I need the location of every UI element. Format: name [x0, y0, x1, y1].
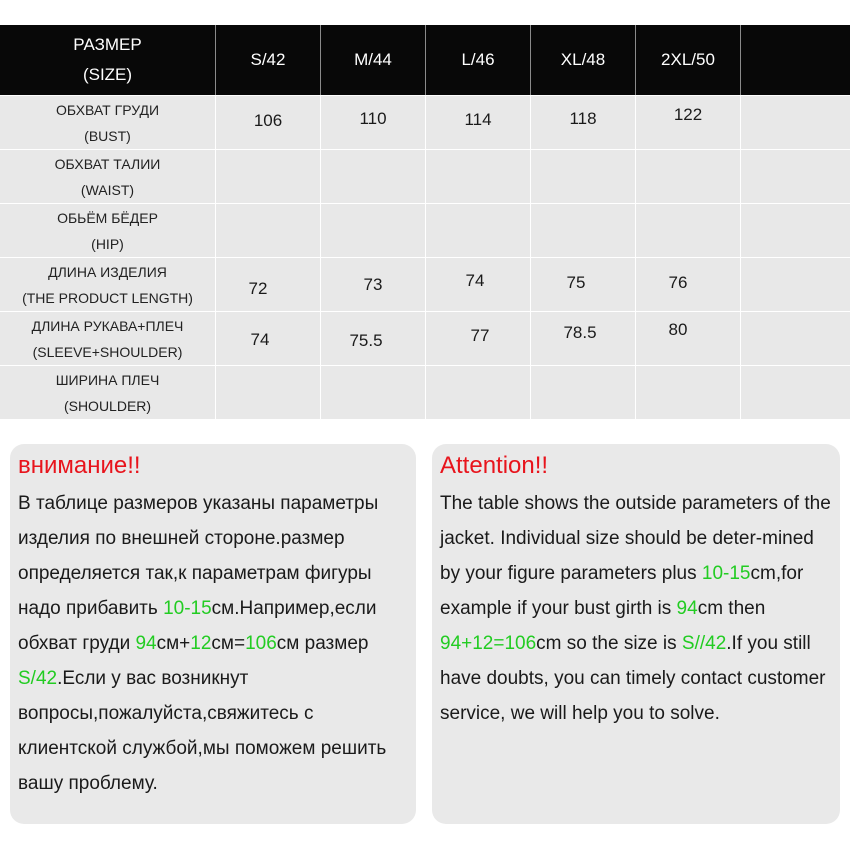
notice-text-part: см=	[211, 633, 246, 654]
header-size: XL/48	[560, 50, 606, 69]
value-cell	[216, 150, 321, 203]
header-label-en: (SIZE)	[82, 65, 133, 84]
value-cell	[216, 96, 321, 149]
notice-highlight: 10-15	[163, 598, 212, 619]
row-label-en: (WAIST)	[80, 181, 135, 198]
notice-text-part: см размер	[276, 633, 369, 654]
row-label-en: (THE PRODUCT LENGTH)	[22, 289, 193, 306]
value: 118	[569, 108, 597, 128]
value-cell	[321, 312, 426, 365]
notice-highlight: 94+12=106	[440, 633, 537, 654]
value: 78.5	[563, 322, 597, 342]
row-label-cell	[0, 150, 216, 203]
value-cell	[531, 204, 636, 257]
value-cell	[321, 258, 426, 311]
notice-title-ru: внимание!!	[18, 452, 141, 479]
row-label-ru: ДЛИНА РУКАВА+ПЛЕЧ	[31, 317, 184, 334]
value-cell	[531, 312, 636, 365]
notice-highlight: 10-15	[701, 563, 751, 584]
value: 72	[248, 278, 268, 298]
value-cell	[531, 258, 636, 311]
header-size-cell	[531, 25, 636, 95]
size-chart-header-row	[0, 25, 850, 95]
notice-highlight: 106	[245, 633, 277, 654]
table-row-length	[0, 257, 850, 311]
row-label-en: (HIP)	[91, 235, 124, 252]
notice-highlight: 94	[676, 598, 698, 619]
row-label-en: (SLEEVE+SHOULDER)	[32, 343, 183, 360]
row-label-cell	[0, 258, 216, 311]
table-row-sleeve	[0, 311, 850, 365]
value-cell	[531, 366, 636, 419]
notice-text-part: В таблице размеров указаны параметры изделия по внешней стороне.размер определяется так,к параметрам фигуры надо прибавить	[18, 493, 379, 619]
header-size-cell	[321, 25, 426, 95]
table-row-hip	[0, 203, 850, 257]
value-cell	[426, 312, 531, 365]
empty-cell	[741, 96, 850, 149]
row-label-ru: ДЛИНА ИЗДЕЛИЯ	[48, 263, 167, 280]
header-label-ru: РАЗМЕР	[73, 35, 142, 54]
row-label-cell	[0, 96, 216, 149]
value-cell	[426, 150, 531, 203]
notice-text-en	[440, 486, 832, 731]
notice-text-part: cm then	[697, 598, 766, 619]
value: 75	[566, 272, 586, 292]
header-empty-cell	[741, 25, 850, 95]
empty-cell	[741, 366, 850, 419]
value: 74	[465, 270, 485, 290]
empty-cell	[741, 204, 850, 257]
row-label-en: (BUST)	[84, 127, 131, 144]
value: 80	[668, 319, 688, 339]
value-cell	[531, 96, 636, 149]
empty-cell	[741, 258, 850, 311]
value-cell	[531, 150, 636, 203]
header-size: S/42	[250, 50, 286, 69]
value-cell	[426, 366, 531, 419]
header-label-cell	[0, 25, 216, 95]
value-cell	[216, 366, 321, 419]
notice-highlight: S/42	[18, 668, 58, 689]
value: 73	[363, 274, 383, 294]
value-cell	[321, 150, 426, 203]
value-cell	[426, 96, 531, 149]
row-label-ru: ОБХВАТ ГРУДИ	[55, 101, 160, 118]
notice-text-part: .Если у вас возникнут вопросы,пожалуйста,свяжитесь с клиентской службой,мы поможем решить вашу проблему.	[18, 668, 387, 794]
value: 106	[253, 110, 283, 130]
value: 74	[250, 329, 270, 349]
value-cell	[426, 204, 531, 257]
size-chart-table	[0, 25, 850, 419]
value: 114	[464, 109, 492, 129]
value: 76	[668, 272, 688, 292]
empty-cell	[741, 312, 850, 365]
header-size-cell	[426, 25, 531, 95]
value-cell	[321, 366, 426, 419]
table-row-waist	[0, 149, 850, 203]
value-cell	[636, 204, 741, 257]
header-size: M/44	[354, 50, 392, 69]
value-cell	[321, 96, 426, 149]
value: 122	[673, 104, 703, 124]
value-cell	[216, 312, 321, 365]
notice-text-part: см+	[156, 633, 191, 654]
value-cell	[426, 258, 531, 311]
notice-text-part: cm so the size is	[536, 633, 682, 654]
notice-highlight: 94	[135, 633, 157, 654]
row-label-ru: ОБХВАТ ТАЛИИ	[54, 155, 161, 172]
notice-title-en: Attention!!	[440, 452, 549, 479]
notice-highlight: S//42	[681, 633, 727, 654]
notice-box-en	[432, 444, 840, 824]
notice-box-ru	[10, 444, 416, 824]
table-row-bust	[0, 95, 850, 149]
notice-text-part: The table shows the outside parameters of the jacket. Individual size should be deter-mined by your figure parameters plus	[440, 493, 831, 584]
notice-text-part: cm,for example if your bust girth is	[440, 563, 804, 619]
row-label-en: (SHOULDER)	[63, 397, 152, 414]
notice-text-ru	[18, 486, 408, 801]
header-size-cell	[636, 25, 741, 95]
value: 75.5	[349, 330, 383, 350]
header-size: 2XL/50	[661, 50, 715, 69]
row-label-ru: ОБЬЁМ БЁДЕР	[57, 209, 158, 226]
value-cell	[321, 204, 426, 257]
value-cell	[636, 96, 741, 149]
value-cell	[636, 150, 741, 203]
value: 77	[470, 325, 490, 345]
header-size-cell	[216, 25, 321, 95]
notice-text-part: см.Например,если обхват груди	[18, 598, 377, 654]
header-size: L/46	[461, 50, 495, 69]
empty-cell	[741, 150, 850, 203]
value-cell	[216, 204, 321, 257]
value-cell	[636, 366, 741, 419]
row-label-cell	[0, 312, 216, 365]
table-row-shoulder	[0, 365, 850, 419]
row-label-cell	[0, 204, 216, 257]
notice-highlight: 12	[190, 633, 212, 654]
value-cell	[216, 258, 321, 311]
notice-text-part: .If you still have doubts, you can timely contact customer service, we will help you to solve.	[440, 633, 826, 724]
value: 110	[359, 108, 387, 128]
value-cell	[636, 258, 741, 311]
row-label-cell	[0, 366, 216, 419]
value-cell	[636, 312, 741, 365]
row-label-ru: ШИРИНА ПЛЕЧ	[55, 371, 160, 388]
